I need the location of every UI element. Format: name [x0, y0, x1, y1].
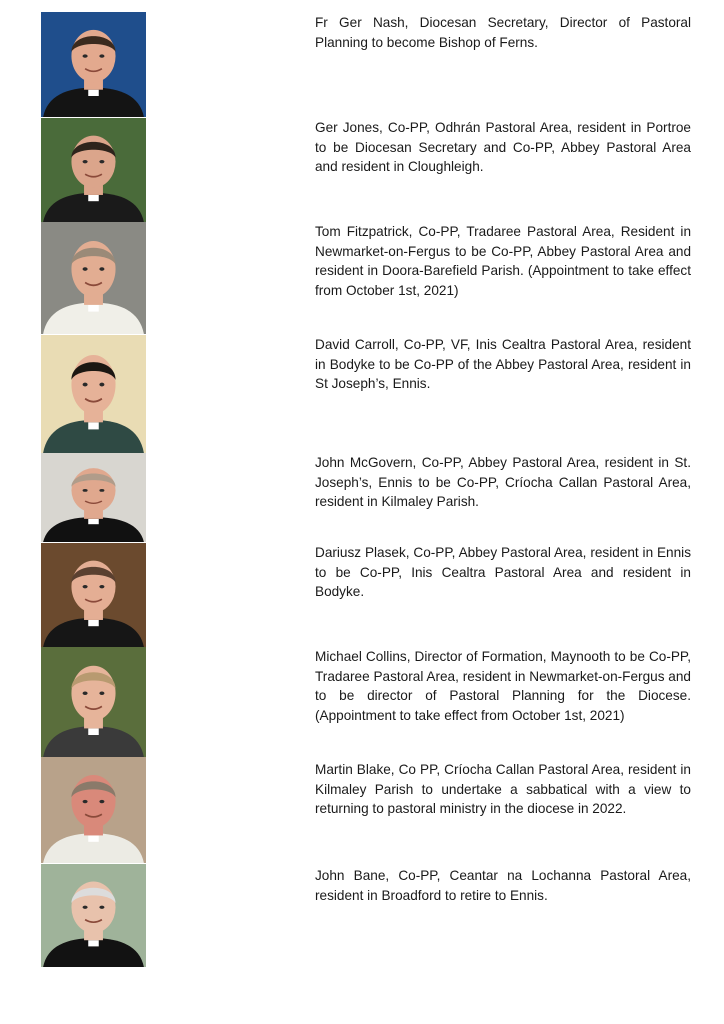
portrait-collar [88, 422, 99, 429]
portrait-collar [88, 305, 99, 312]
portrait-illustration [41, 12, 146, 117]
portrait-eye-left [83, 800, 88, 803]
portrait-eye-left [83, 906, 88, 909]
portrait-eye-left [83, 160, 88, 163]
appointment-text-7: Michael Collins, Director of Formation, Maynooth to be Co-PP, Tradaree Pastoral Area, resident in Newmarket-on-Fergus and to be director of Pastoral Planning for the Diocese. (Appointment to take effect from October 1st, 2021) [315, 649, 691, 723]
portrait-eye-right [99, 160, 104, 163]
appointment-text-4: David Carroll, Co-PP, VF, Inis Cealtra Pastoral Area, resident in Bodyke to be Co-PP of the Abbey Pastoral Area, resident in St Joseph’s, Ennis. [315, 337, 691, 391]
portrait-eye-left [83, 54, 88, 57]
portrait-illustration [41, 647, 146, 757]
portrait-collar [88, 519, 99, 524]
portrait-collar [88, 90, 99, 96]
appointment-text-8: Martin Blake, Co PP, Críocha Callan Pastoral Area, resident in Kilmaley Parish to undertake a sabbatical with a view to returning to pastoral ministry in the diocese in 2022. [315, 762, 691, 816]
portrait-tom-fitzpatrick [41, 222, 146, 334]
portrait-eye-right [99, 800, 104, 803]
portrait-eye-right [99, 906, 104, 909]
portrait-eye-left [83, 489, 88, 492]
portrait-illustration [41, 543, 146, 647]
appointment-text-2: Ger Jones, Co-PP, Odhrán Pastoral Area, resident in Portroe to be Diocesan Secretary and Co-PP, Abbey Pastoral Area and resident in Cloughleigh. [315, 120, 691, 174]
portrait-collar [88, 728, 99, 735]
portrait-eye-right [99, 489, 104, 492]
portrait-eye-right [99, 383, 104, 387]
portrait-illustration [41, 864, 146, 967]
appointment-text-3: Tom Fitzpatrick, Co-PP, Tradaree Pastoral Area, Resident in Newmarket-on-Fergus to be Co-PP, Abbey Pastoral Area and resident in Doora-Barefield Parish. (Appointment to take effect from October 1st, 2021) [315, 224, 691, 298]
appointment-text-9: John Bane, Co-PP, Ceantar na Lochanna Pastoral Area, resident in Broadford to retire to Ennis. [315, 868, 691, 903]
portrait-collar [88, 835, 99, 841]
portrait-eye-left [83, 585, 88, 588]
portrait-eye-left [83, 383, 88, 387]
portrait-eye-right [99, 54, 104, 57]
portrait-ger-nash [41, 12, 146, 117]
appointment-text-1: Fr Ger Nash, Diocesan Secretary, Director of Pastoral Planning to become Bishop of Ferns. [315, 15, 691, 50]
portrait-eye-right [99, 267, 104, 271]
appointment-text-6: Dariusz Plasek, Co-PP, Abbey Pastoral Area, resident in Ennis to be Co-PP, Inis Cealtra Pastoral Area and resident in Bodyke. [315, 545, 691, 599]
portrait-eye-left [83, 267, 88, 271]
portrait-illustration [41, 453, 146, 542]
portrait-eye-right [99, 691, 104, 695]
portrait-john-mcgovern [41, 453, 146, 542]
appointment-text-5: John McGovern, Co-PP, Abbey Pastoral Area, resident in St. Joseph’s, Ennis to be Co-PP, Críocha Callan Pastoral Area, resident in Kilmaley Parish. [315, 455, 691, 509]
portrait-ger-jones [41, 118, 146, 222]
portrait-john-bane [41, 864, 146, 967]
portrait-martin-blake [41, 757, 146, 863]
portrait-collar [88, 620, 99, 626]
portrait-illustration [41, 757, 146, 863]
portrait-eye-left [83, 691, 88, 695]
portrait-michael-collins [41, 647, 146, 757]
portrait-dariusz-plasek [41, 543, 146, 647]
portrait-illustration [41, 335, 146, 453]
portrait-david-carroll [41, 335, 146, 453]
portrait-illustration [41, 118, 146, 222]
portrait-collar [88, 195, 99, 201]
portrait-collar [88, 940, 99, 946]
portrait-eye-right [99, 585, 104, 588]
portrait-illustration [41, 222, 146, 334]
